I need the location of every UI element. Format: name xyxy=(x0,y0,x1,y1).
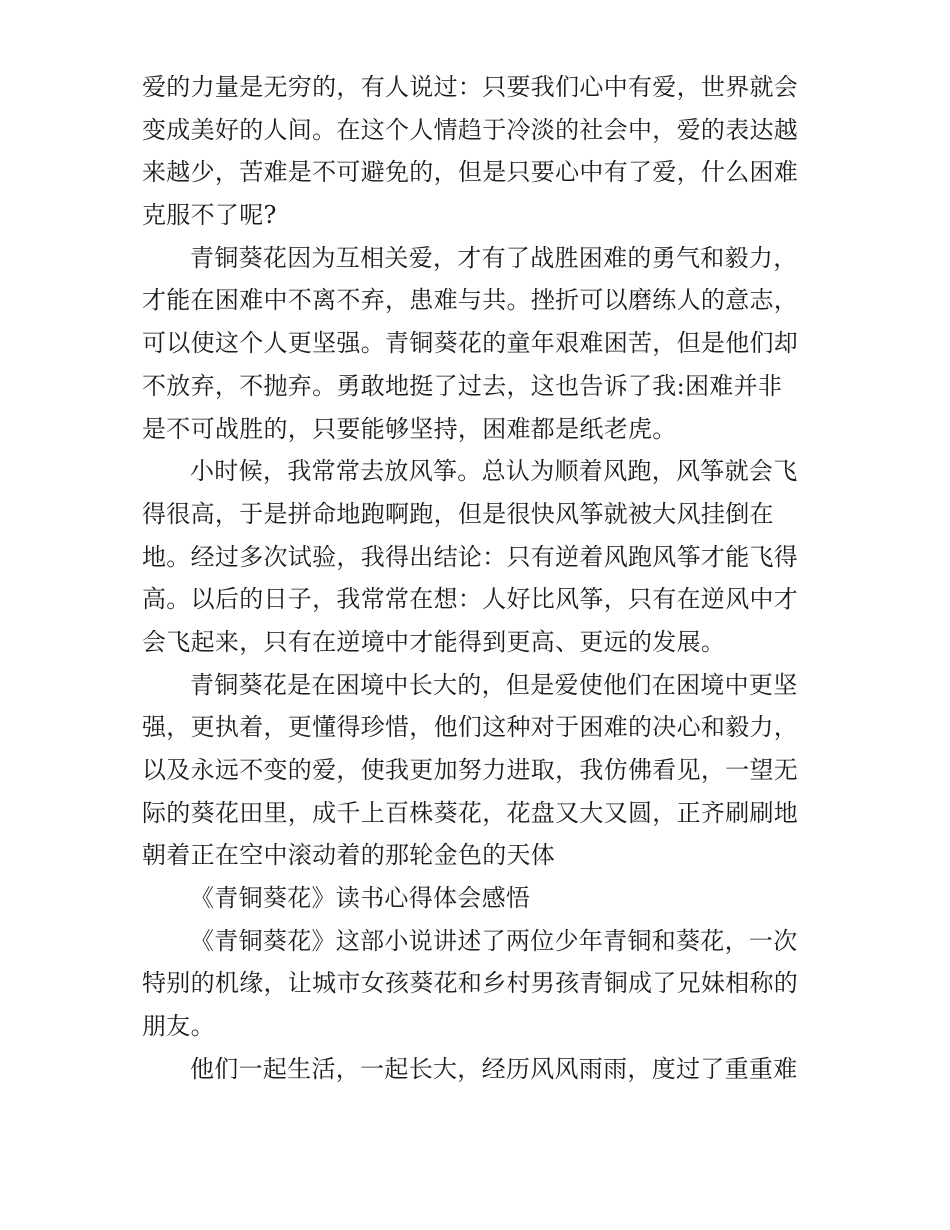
text-line: 朋友。 xyxy=(142,1012,215,1041)
document-body xyxy=(142,66,814,1091)
text-line: 《青铜葵花》读书心得体会感悟 xyxy=(190,884,531,913)
text-line: 朝着正在空中滚动着的那轮金色的天体 xyxy=(142,841,556,870)
text-line: 青铜葵花是在困境中长大的，但是爱使他们在困境中更坚 xyxy=(190,670,798,699)
text-line: 才能在困难中不离不弃，患难与共。挫折可以磨练人的意志， xyxy=(142,286,799,315)
text-line: 来越少，苦难是不可避免的，但是只要心中有了爱，什么困难 xyxy=(142,158,799,187)
text-line: 不放弃，不抛弃。勇敢地挺了过去，这也告诉了我:困难并非 xyxy=(142,371,783,400)
text-line: 克服不了呢? xyxy=(142,201,277,230)
text-line: 地。经过多次试验，我得出结论：只有逆着风跑风筝才能飞得 xyxy=(142,542,799,571)
text-line: 小时候，我常常去放风筝。总认为顺着风跑，风筝就会飞 xyxy=(190,457,798,486)
text-line: 《青铜葵花》这部小说讲述了两位少年青铜和葵花，一次 xyxy=(190,926,798,955)
text-line: 是不可战胜的，只要能够坚持，困难都是纸老虎。 xyxy=(142,414,677,443)
text-line: 变成美好的人间。在这个人情趋于冷淡的社会中，爱的表达越 xyxy=(142,115,799,144)
text-line: 际的葵花田里，成千上百株葵花，花盘又大又圆，正齐刷刷地 xyxy=(142,798,799,827)
text-line: 爱的力量是无穷的，有人说过：只要我们心中有爱，世界就会 xyxy=(142,73,799,101)
text-line: 得很高，于是拼命地跑啊跑，但是很快风筝就被大风挂倒在 xyxy=(142,499,774,528)
text-line: 会飞起来，只有在逆境中才能得到更高、更远的发展。 xyxy=(142,627,726,656)
text-line: 强，更执着，更懂得珍惜，他们这种对于困难的决心和毅力， xyxy=(142,713,799,742)
text-line: 他们一起生活，一起长大，经历风风雨雨，度过了重重难 xyxy=(190,1054,798,1083)
text-line: 高。以后的日子，我常常在想：人好比风筝，只有在逆风中才 xyxy=(142,585,799,614)
text-line: 以及永远不变的爱，使我更加努力进取，我仿佛看见，一望无 xyxy=(142,756,799,784)
text-line: 青铜葵花因为互相关爱，才有了战胜困难的勇气和毅力， xyxy=(190,243,798,272)
text-line: 特别的机缘，让城市女孩葵花和乡村男孩青铜成了兄妹相称的 xyxy=(142,969,799,998)
text-line: 可以使这个人更坚强。青铜葵花的童年艰难困苦，但是他们却 xyxy=(142,329,799,358)
